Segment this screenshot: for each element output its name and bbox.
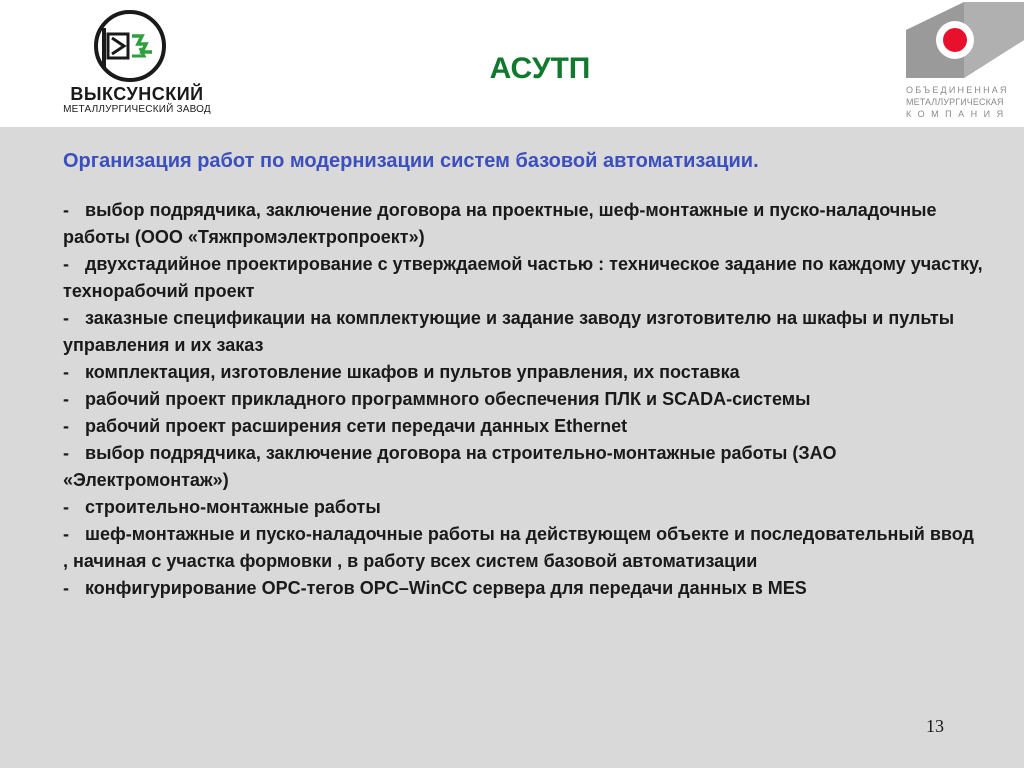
list-item-text: рабочий проект прикладного программного обеспечения ПЛК и SCADA-системы xyxy=(85,389,811,409)
list-item-text: комплектация, изготовление шкафов и пультов управления, их поставка xyxy=(85,362,740,382)
bullet-dash: - xyxy=(63,362,69,382)
list-item-text: рабочий проект расширения сети передачи данных Ethernet xyxy=(85,416,628,436)
page-number: 13 xyxy=(926,716,944,736)
list-item xyxy=(63,386,983,413)
vmz-logo-subtitle: МЕТАЛЛУРГИЧЕСКИЙ ЗАВОД xyxy=(63,104,211,115)
content-heading: Организация работ по модернизации систем базовой автоматизации. xyxy=(63,150,759,172)
list-item xyxy=(63,521,983,575)
bullet-dash: - xyxy=(63,524,69,544)
list-item xyxy=(63,413,983,440)
vmz-emblem-icon xyxy=(52,4,222,84)
list-item-text: двухстадийное проектирование с утверждаемой частью : техническое задание по каждому участку, технорабочий проект xyxy=(63,254,983,301)
list-item-text: выбор подрядчика, заключение договора на строительно-монтажные работы (ЗАО «Электромонтаж») xyxy=(63,443,837,490)
list-item-text: шеф-монтажные и пуско-наладочные работы на действующем объекте и последовательный ввод , начиная с участка формовки , в работу всех систем базовой автоматизации xyxy=(63,524,974,571)
bullet-dash: - xyxy=(63,443,69,463)
bullet-dash: - xyxy=(63,200,69,220)
omk-emblem-icon xyxy=(904,0,1024,82)
omk-logo-line1: ОБЪЕДИНЕННАЯ xyxy=(906,85,1009,95)
list-item xyxy=(63,494,983,521)
list-item xyxy=(63,305,983,359)
list-item xyxy=(63,440,983,494)
vmz-logo xyxy=(52,4,222,122)
bullet-dash: - xyxy=(63,389,69,409)
work-items-list xyxy=(63,197,983,602)
bullet-dash: - xyxy=(63,497,69,517)
list-item-text: строительно-монтажные работы xyxy=(85,497,381,517)
omk-logo-text xyxy=(906,84,1022,120)
list-item xyxy=(63,251,983,305)
bullet-dash: - xyxy=(63,308,69,328)
slide-header xyxy=(0,0,1024,127)
list-item-text: конфигурирование OPC-тегов OPC–WinCC сервера для передачи данных в MES xyxy=(85,578,807,598)
page-title: АСУТП xyxy=(489,52,591,85)
list-item xyxy=(63,359,983,386)
slide-content xyxy=(63,147,983,602)
omk-logo xyxy=(904,0,1024,127)
list-item-text: выбор подрядчика, заключение договора на проектные, шеф-монтажные и пуско-наладочные работы (ООО «Тяжпромэлектропроект») xyxy=(63,200,937,247)
list-item-text: заказные спецификации на комплектующие и задание заводу изготовителю на шкафы и пульты управления и их заказ xyxy=(63,308,955,355)
bullet-dash: - xyxy=(63,254,69,274)
bullet-dash: - xyxy=(63,578,69,598)
list-item xyxy=(63,197,983,251)
omk-logo-line3: КОМПАНИЯ xyxy=(906,109,1010,119)
bullet-dash: - xyxy=(63,416,69,436)
list-item xyxy=(63,575,983,602)
vmz-logo-name: ВЫКСУНСКИЙ xyxy=(70,84,204,104)
omk-logo-line2: МЕТАЛЛУРГИЧЕСКАЯ xyxy=(906,97,1004,107)
